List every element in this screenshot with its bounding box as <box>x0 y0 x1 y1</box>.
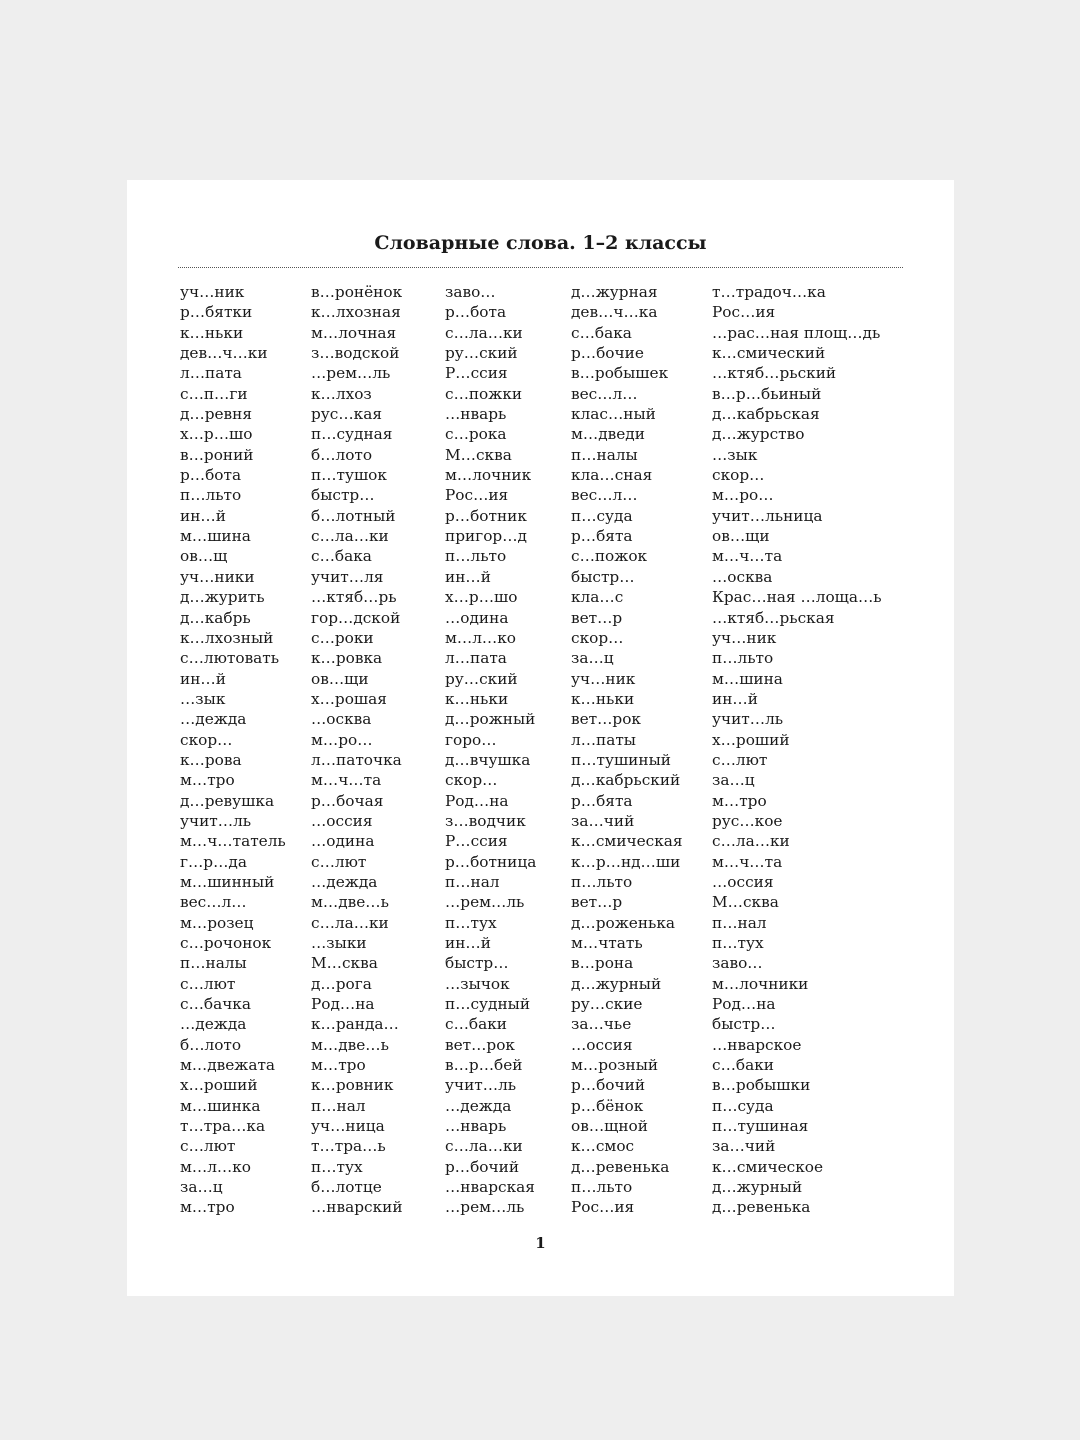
dictionary-word: …ктяб…рьский <box>712 364 837 383</box>
dictionary-word: в…роний <box>180 445 254 464</box>
dictionary-word: м…чтать <box>571 934 643 952</box>
dictionary-word: м…две…ь <box>311 1035 389 1054</box>
word-column-3 <box>445 282 536 1218</box>
dictionary-word: п…суда <box>571 506 633 525</box>
dictionary-word: …рем…ль <box>445 893 525 912</box>
dictionary-word: ов…щи <box>712 527 770 546</box>
dictionary-word: пригор…д <box>445 527 527 546</box>
dictionary-word: л…паточка <box>311 750 402 769</box>
dictionary-word: быстр… <box>712 1015 776 1034</box>
dictionary-word: с…роки <box>311 628 374 647</box>
dictionary-word: д…журная <box>571 283 658 301</box>
dictionary-word: кла…сная <box>571 466 653 485</box>
dictionary-word: уч…ник <box>180 283 245 301</box>
dictionary-word: …ктяб…рь <box>311 588 397 607</box>
dictionary-word: п…тушиная <box>712 1117 809 1136</box>
word-column-1 <box>180 282 286 1218</box>
dictionary-word: т…традоч…ка <box>712 283 826 301</box>
dictionary-word: заво… <box>445 283 496 301</box>
dictionary-word: ов…щи <box>311 669 369 688</box>
dictionary-word: к…ньки <box>571 689 635 708</box>
dictionary-word: гор…дской <box>311 608 401 627</box>
dictionary-word: вес…л… <box>571 486 638 505</box>
dictionary-word: ин…й <box>180 506 226 525</box>
dictionary-word: в…рона <box>571 954 634 973</box>
dictionary-word: вет…р <box>571 893 623 912</box>
dictionary-word: р…бота <box>445 303 507 322</box>
dictionary-word: м…шинный <box>180 872 275 891</box>
dictionary-word: п…тушок <box>311 466 387 485</box>
dictionary-word: р…бочие <box>571 344 644 363</box>
dictionary-word: д…кабрь <box>180 608 251 627</box>
dictionary-word: п…тушиный <box>571 750 671 769</box>
dictionary-word: Р…ссия <box>445 364 508 383</box>
dictionary-word: в…ронёнок <box>311 283 403 301</box>
dictionary-word: р…бочий <box>445 1157 520 1176</box>
dictionary-word: Род…на <box>311 995 375 1014</box>
dictionary-word: м…ч…та <box>712 547 783 566</box>
dictionary-word: м…двежата <box>180 1056 276 1075</box>
dictionary-word: с…баки <box>712 1056 774 1075</box>
dictionary-word: п…налы <box>180 954 247 973</box>
dictionary-word: б…лотный <box>311 506 396 525</box>
dictionary-word: дев…ч…ка <box>571 303 658 322</box>
dotted-divider <box>178 267 903 268</box>
dictionary-word: д…ревня <box>180 405 253 424</box>
dictionary-word: л…паты <box>571 730 636 749</box>
dictionary-word: к…смический <box>712 344 826 363</box>
dictionary-word: ов…щ <box>180 547 228 566</box>
dictionary-word: …зыки <box>311 934 367 952</box>
dictionary-word: …рем…ль <box>445 1198 525 1217</box>
dictionary-word: п…судный <box>445 995 531 1014</box>
dictionary-word: р…бота <box>180 466 242 485</box>
dictionary-word: Рос…ия <box>445 486 509 505</box>
dictionary-word: п…льто <box>571 1178 633 1197</box>
dictionary-word: …зычок <box>445 974 510 993</box>
dictionary-word: п…суда <box>712 1096 774 1115</box>
dictionary-word: учит…ль <box>180 811 252 830</box>
dictionary-word: дев…ч…ки <box>180 344 268 363</box>
dictionary-word: к…лхозный <box>180 628 274 647</box>
dictionary-word: д…кабрьская <box>712 405 820 424</box>
dictionary-word: вес…л… <box>571 384 638 403</box>
dictionary-word: за…ц <box>712 771 755 790</box>
dictionary-word: г…р…да <box>180 852 247 871</box>
dictionary-word: …дежда <box>311 872 378 891</box>
dictionary-word: м…тро <box>180 771 235 790</box>
dictionary-word: скор… <box>712 466 765 485</box>
dictionary-word: с…ла…ки <box>311 527 389 546</box>
dictionary-word: р…бятки <box>180 303 253 322</box>
dictionary-word: к…лхоз <box>311 384 372 403</box>
dictionary-word: м…розец <box>180 913 254 932</box>
dictionary-word: с…бачка <box>180 995 251 1014</box>
dictionary-word: п…тух <box>445 913 497 932</box>
dictionary-word: р…бёнок <box>571 1096 644 1115</box>
dictionary-word: д…рога <box>311 974 372 993</box>
dictionary-word: п…льто <box>445 547 507 566</box>
dictionary-word: м…дведи <box>571 425 645 444</box>
dictionary-word: с…бака <box>311 547 372 566</box>
dictionary-word: быстр… <box>311 486 375 505</box>
dictionary-word: …осква <box>712 567 773 586</box>
dictionary-word: в…р…бьиный <box>712 384 822 403</box>
dictionary-word: м…лочник <box>445 466 532 485</box>
dictionary-word: ру…ский <box>445 669 518 688</box>
dictionary-word: к…лхозная <box>311 303 401 322</box>
dictionary-word: М…сква <box>445 445 512 464</box>
dictionary-word: с…ла…ки <box>445 1137 523 1156</box>
word-column-4 <box>571 282 683 1218</box>
word-column-2 <box>311 282 403 1218</box>
dictionary-word: за…чье <box>571 1015 632 1034</box>
dictionary-word: д…ревенька <box>571 1157 670 1176</box>
dictionary-word: учит…ля <box>311 567 384 586</box>
dictionary-word: за…чий <box>712 1137 776 1156</box>
dictionary-word: п…льто <box>712 649 774 668</box>
dictionary-word: вет…рок <box>445 1035 515 1054</box>
dictionary-word: кла…с <box>571 588 624 607</box>
dictionary-word: м…шина <box>712 669 783 688</box>
dictionary-word: рус…кая <box>311 405 382 424</box>
dictionary-word: с…ла…ки <box>311 913 389 932</box>
dictionary-word: …зык <box>180 689 226 708</box>
dictionary-word: скор… <box>571 628 624 647</box>
dictionary-word: ов…щной <box>571 1117 648 1136</box>
dictionary-word: …нварский <box>311 1198 403 1217</box>
dictionary-word: п…нал <box>311 1096 366 1115</box>
dictionary-word: д…журный <box>571 974 662 993</box>
dictionary-word: п…тух <box>712 934 764 952</box>
dictionary-word: д…рожный <box>445 710 536 729</box>
dictionary-word: с…лют <box>180 1137 236 1156</box>
dictionary-word: в…р…бей <box>445 1056 523 1075</box>
dictionary-word: д…ревенька <box>712 1198 811 1217</box>
dictionary-word: м…ч…та <box>311 771 382 790</box>
dictionary-word: д…вчушка <box>445 750 531 769</box>
dictionary-word: …нварская <box>445 1178 535 1197</box>
dictionary-word: Рос…ия <box>712 303 776 322</box>
dictionary-word: …нварь <box>445 1117 507 1136</box>
dictionary-word: м…ро… <box>311 730 373 749</box>
dictionary-word: с…лют <box>311 852 367 871</box>
dictionary-word: с…бака <box>571 323 632 342</box>
dictionary-word: …оссия <box>712 872 774 891</box>
dictionary-word: Р…ссия <box>445 832 508 851</box>
dictionary-word: к…ранда… <box>311 1015 399 1034</box>
word-column-5 <box>712 282 882 1218</box>
dictionary-word: м…тро <box>712 791 767 810</box>
dictionary-word: вес…л… <box>180 893 247 912</box>
dictionary-word: …рас…ная площ…дь <box>712 323 881 342</box>
dictionary-word: уч…ник <box>571 669 636 688</box>
dictionary-word: быстр… <box>571 567 635 586</box>
dictionary-word: м…шина <box>180 527 251 546</box>
dictionary-word: р…бочий <box>571 1076 646 1095</box>
dictionary-word: м…ро… <box>712 486 774 505</box>
dictionary-word: с…лют <box>180 974 236 993</box>
dictionary-word: М…сква <box>712 893 779 912</box>
dictionary-word: Род…на <box>712 995 776 1014</box>
dictionary-word: …нварское <box>712 1035 802 1054</box>
dictionary-word: …нварь <box>445 405 507 424</box>
dictionary-word: д…журный <box>712 1178 803 1197</box>
dictionary-word: уч…ник <box>712 628 777 647</box>
dictionary-word: м…лочники <box>712 974 809 993</box>
dictionary-word: м…лочная <box>311 323 397 342</box>
dictionary-word: л…пата <box>180 364 242 383</box>
dictionary-word: с…пожок <box>571 547 648 566</box>
dictionary-word: …дежда <box>180 710 247 729</box>
dictionary-word: к…ньки <box>180 323 244 342</box>
dictionary-word: к…ровка <box>311 649 383 668</box>
dictionary-word: уч…ница <box>311 1117 385 1136</box>
dictionary-word: уч…ники <box>180 567 255 586</box>
dictionary-word: с…рока <box>445 425 507 444</box>
dictionary-word: скор… <box>445 771 498 790</box>
dictionary-word: вет…рок <box>571 710 641 729</box>
dictionary-word: в…робышки <box>712 1076 811 1095</box>
dictionary-word: ру…ский <box>445 344 518 363</box>
dictionary-word: м…шинка <box>180 1096 261 1115</box>
dictionary-word: в…робышек <box>571 364 669 383</box>
dictionary-word: учит…льница <box>712 506 823 525</box>
dictionary-word: ин…й <box>712 689 758 708</box>
dictionary-word: ин…й <box>445 934 491 952</box>
dictionary-word: д…кабрьский <box>571 771 681 790</box>
dictionary-word: п…нал <box>712 913 767 932</box>
dictionary-word: м…розный <box>571 1056 659 1075</box>
dictionary-word: клас…ный <box>571 405 656 424</box>
dictionary-word: …оссия <box>571 1035 633 1054</box>
dictionary-word: з…водчик <box>445 811 526 830</box>
page-title: Словарные слова. 1–2 классы <box>374 232 707 254</box>
dictionary-word: рус…кое <box>712 811 783 830</box>
page-number: 1 <box>535 1234 546 1252</box>
dictionary-word: к…рова <box>180 750 242 769</box>
dictionary-word: с…баки <box>445 1015 507 1034</box>
dictionary-word: учит…ль <box>712 710 784 729</box>
dictionary-word: к…р…нд…ши <box>571 852 681 871</box>
dictionary-word: М…сква <box>311 954 378 973</box>
dictionary-word: …дежда <box>445 1096 512 1115</box>
dictionary-word: …одина <box>311 832 375 851</box>
dictionary-word: …зык <box>712 445 758 464</box>
dictionary-word: вет…р <box>571 608 623 627</box>
dictionary-word: з…водской <box>311 344 400 363</box>
dictionary-word: р…бочая <box>311 791 384 810</box>
dictionary-word: скор… <box>180 730 233 749</box>
dictionary-word: п…льто <box>180 486 242 505</box>
dictionary-word: ин…й <box>180 669 226 688</box>
dictionary-word: б…лото <box>311 445 373 464</box>
dictionary-word: х…роший <box>712 730 790 749</box>
dictionary-word: с…рочонок <box>180 934 272 952</box>
dictionary-word: заво… <box>712 954 763 973</box>
dictionary-word: м…тро <box>180 1198 235 1217</box>
dictionary-word: …осква <box>311 710 372 729</box>
dictionary-word: м…л…ко <box>445 628 516 647</box>
dictionary-word: к…ньки <box>445 689 509 708</box>
dictionary-word: п…судная <box>311 425 393 444</box>
dictionary-word: с…ла…ки <box>445 323 523 342</box>
dictionary-word: м…тро <box>311 1056 366 1075</box>
dictionary-word: горо… <box>445 730 497 749</box>
dictionary-word: д…журить <box>180 588 265 607</box>
dictionary-word: быстр… <box>445 954 509 973</box>
dictionary-word: р…бята <box>571 527 633 546</box>
dictionary-word: м…ч…та <box>712 852 783 871</box>
dictionary-word: л…пата <box>445 649 507 668</box>
dictionary-word: …ктяб…рьская <box>712 608 835 627</box>
dictionary-word: м…ч…татель <box>180 832 286 851</box>
dictionary-word: д…ревушка <box>180 791 275 810</box>
dictionary-word: х…рошая <box>311 689 387 708</box>
dictionary-word: р…ботник <box>445 506 527 525</box>
dictionary-word: учит…ль <box>445 1076 517 1095</box>
dictionary-word: д…журство <box>712 425 805 444</box>
document-page <box>127 180 954 1296</box>
dictionary-word: ин…й <box>445 567 491 586</box>
dictionary-word: м…две…ь <box>311 893 389 912</box>
dictionary-word: р…бята <box>571 791 633 810</box>
dictionary-word: к…смическая <box>571 832 683 851</box>
dictionary-word: …рем…ль <box>311 364 391 383</box>
dictionary-word: т…тра…ка <box>180 1117 266 1136</box>
dictionary-word: р…ботница <box>445 852 537 871</box>
dictionary-word: х…р…шо <box>180 425 253 444</box>
dictionary-word: х…р…шо <box>445 588 518 607</box>
dictionary-word: за…ц <box>571 649 614 668</box>
dictionary-word: б…лото <box>180 1035 242 1054</box>
dictionary-word: с…пожки <box>445 384 523 403</box>
dictionary-word: д…роженька <box>571 913 676 932</box>
dictionary-word: за…чий <box>571 811 635 830</box>
dictionary-word: за…ц <box>180 1178 223 1197</box>
dictionary-word: Крас…ная …лоща…ь <box>712 588 882 607</box>
dictionary-word: с…лют <box>712 750 768 769</box>
dictionary-word: х…роший <box>180 1076 258 1095</box>
dictionary-word: п…тух <box>311 1157 363 1176</box>
dictionary-word: п…налы <box>571 445 638 464</box>
dictionary-word: к…смос <box>571 1137 635 1156</box>
dictionary-word: т…тра…ь <box>311 1137 386 1156</box>
dictionary-word: с…лютовать <box>180 649 280 668</box>
dictionary-word: …дежда <box>180 1015 247 1034</box>
dictionary-word: Рос…ия <box>571 1198 635 1217</box>
dictionary-word: с…п…ги <box>180 384 248 403</box>
dictionary-word: б…лотце <box>311 1178 382 1197</box>
dictionary-word: к…смическое <box>712 1157 824 1176</box>
dictionary-word: с…ла…ки <box>712 832 790 851</box>
dictionary-word: …оссия <box>311 811 373 830</box>
dictionary-word: м…л…ко <box>180 1157 251 1176</box>
dictionary-word: п…льто <box>571 872 633 891</box>
dictionary-word: к…ровник <box>311 1076 394 1095</box>
dictionary-word: Род…на <box>445 791 509 810</box>
dictionary-word: п…нал <box>445 872 500 891</box>
dictionary-word: …одина <box>445 608 509 627</box>
dictionary-word: ру…ские <box>571 995 643 1014</box>
